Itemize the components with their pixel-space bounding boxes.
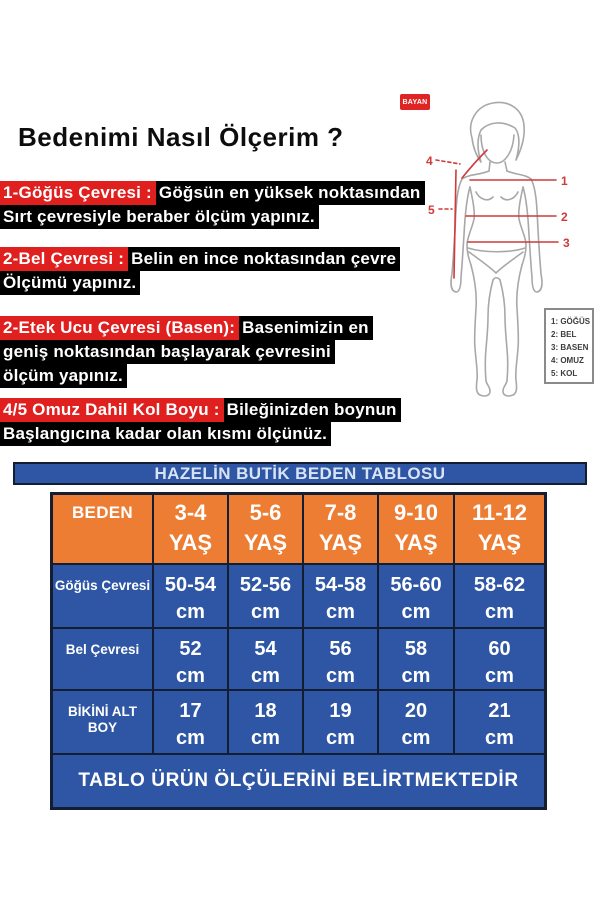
body-measurement-figure: [390, 80, 600, 470]
legend-item-bel: 2: BEL: [551, 330, 577, 339]
size-value: 20: [404, 700, 428, 722]
column-header-9-10: [379, 495, 453, 563]
size-cell: [304, 691, 377, 753]
measurement-numbers: [426, 154, 570, 250]
size-unit: cm: [485, 727, 514, 749]
bayan-badge: BAYAN: [400, 94, 430, 110]
size-unit: cm: [401, 727, 431, 749]
section-label: 1-Göğüs Çevresi :: [0, 181, 156, 205]
column-header-11-12: [455, 495, 544, 563]
section-text-line: Basenimizin en: [239, 316, 373, 340]
figure-number-3: 3: [563, 236, 570, 250]
size-value: 17: [179, 700, 202, 722]
section-text-line: Ölçümü yapınız.: [0, 271, 140, 295]
size-unit: cm: [485, 601, 514, 623]
size-unit: cm: [485, 665, 514, 687]
row-label-text: Bel Çevresi: [65, 642, 140, 657]
female-body-outline: [451, 102, 542, 395]
size-value: 54: [254, 638, 277, 660]
section-bel-cevresi: [0, 247, 400, 295]
size-unit: cm: [251, 727, 280, 749]
column-header-3-4: [154, 495, 227, 563]
size-cell: [379, 691, 453, 753]
size-unit: cm: [326, 727, 355, 749]
size-value: 58: [404, 638, 428, 660]
size-table-title-bar: [13, 462, 587, 485]
section-label: 2-Etek Ucu Çevresi (Basen):: [0, 316, 239, 340]
section-text-line: Başlangıcına kadar olan kısmı ölçünüz.: [0, 422, 331, 446]
size-value: 21: [488, 700, 511, 722]
size-table-title: HAZELİN BUTİK BEDEN TABLOSU: [154, 463, 446, 483]
size-value: 18: [254, 700, 277, 722]
size-cell: [304, 565, 377, 627]
measurement-legend: [544, 308, 594, 384]
row-label-gogus-cevresi: [53, 565, 152, 627]
figure-number-4: 4: [426, 154, 433, 168]
section-label: 2-Bel Çevresi :: [0, 247, 128, 271]
shoulder-measure-line: [462, 150, 487, 178]
figure-number-1: 1: [561, 174, 568, 188]
size-value: 56-60: [390, 574, 442, 596]
size-cell: [379, 565, 453, 627]
size-table: [50, 492, 547, 810]
size-cell: [229, 629, 302, 689]
size-cell: [229, 565, 302, 627]
size-cell: [229, 691, 302, 753]
table-corner-cell: BEDEN: [53, 495, 152, 563]
size-unit: cm: [326, 665, 355, 687]
age-range: 3-4: [174, 500, 207, 525]
age-unit: YAŞ: [318, 530, 363, 555]
row-label-text: BİKİNİ ALT: [68, 704, 137, 719]
size-value: 19: [329, 700, 352, 722]
section-omuz-kol-boyu: [0, 398, 401, 446]
size-cell: [304, 629, 377, 689]
size-cell: [455, 629, 544, 689]
size-value: 60: [488, 638, 511, 660]
size-cell: [379, 629, 453, 689]
size-unit: cm: [251, 665, 280, 687]
row-label-text: BOY: [87, 720, 118, 735]
column-header-5-6: [229, 495, 302, 563]
size-value: 58-62: [473, 574, 526, 596]
size-value: 52-56: [239, 574, 292, 596]
legend-item-kol: 5: KOL: [551, 369, 578, 378]
row-label-bel-cevresi: [53, 629, 152, 689]
size-cell: [154, 629, 227, 689]
figure-number-2: 2: [561, 210, 568, 224]
age-unit: YAŞ: [394, 530, 438, 555]
size-value: 54-58: [314, 574, 367, 596]
size-cell: [455, 691, 544, 753]
age-range: 7-8: [324, 500, 357, 525]
section-etek-ucu-cevresi: [0, 316, 373, 388]
size-cell: [154, 565, 227, 627]
section-text-line: geniş noktasından başlayarak çevresini: [0, 340, 335, 364]
pointer-4-dashed-line: [436, 160, 460, 164]
arm-length-measure-line: [454, 170, 456, 278]
section-text-line: Bileğinizden boynun: [224, 398, 401, 422]
legend-item-basen: 3: BASEN: [551, 343, 589, 352]
section-gogus-cevresi: [0, 181, 425, 229]
column-header-7-8: [304, 495, 377, 563]
size-unit: cm: [176, 601, 205, 623]
size-cell: [455, 565, 544, 627]
body-sketch-svg: [390, 80, 600, 470]
size-unit: cm: [176, 665, 205, 687]
age-unit: YAŞ: [243, 530, 288, 555]
row-label-text: Göğüs Çevresi: [54, 578, 151, 593]
size-unit: cm: [326, 601, 355, 623]
size-unit: cm: [401, 665, 431, 687]
size-value: 52: [179, 638, 202, 660]
section-text-line: ölçüm yapınız.: [0, 364, 127, 388]
section-text-line: Belin en ince noktasından çevre: [128, 247, 400, 271]
section-label: 4/5 Omuz Dahil Kol Boyu :: [0, 398, 224, 422]
size-unit: cm: [176, 727, 205, 749]
section-text-line: Göğsün en yüksek noktasından: [156, 181, 425, 205]
figure-number-5: 5: [428, 203, 435, 217]
table-footer-note: TABLO ÜRÜN ÖLÇÜLERİNİ BELİRTMEKTEDİR: [53, 755, 544, 807]
age-range: 9-10: [393, 500, 439, 525]
age-unit: YAŞ: [168, 530, 213, 555]
row-label-bikini-alt-boy: [53, 691, 152, 753]
legend-item-gogus: 1: GÖĞÜS: [551, 317, 591, 326]
age-range: 11-12: [471, 500, 528, 525]
page-title: Bedenimi Nasıl Ölçerim ?: [18, 122, 344, 152]
size-unit: cm: [251, 601, 280, 623]
size-unit: cm: [401, 601, 431, 623]
size-cell: [154, 691, 227, 753]
size-value: 50-54: [164, 574, 217, 596]
legend-item-omuz: 4: OMUZ: [551, 356, 584, 365]
size-value: 56: [329, 638, 352, 660]
section-text-line: Sırt çevresiyle beraber ölçüm yapınız.: [0, 205, 319, 229]
age-range: 5-6: [249, 500, 282, 525]
age-unit: YAŞ: [477, 530, 522, 555]
